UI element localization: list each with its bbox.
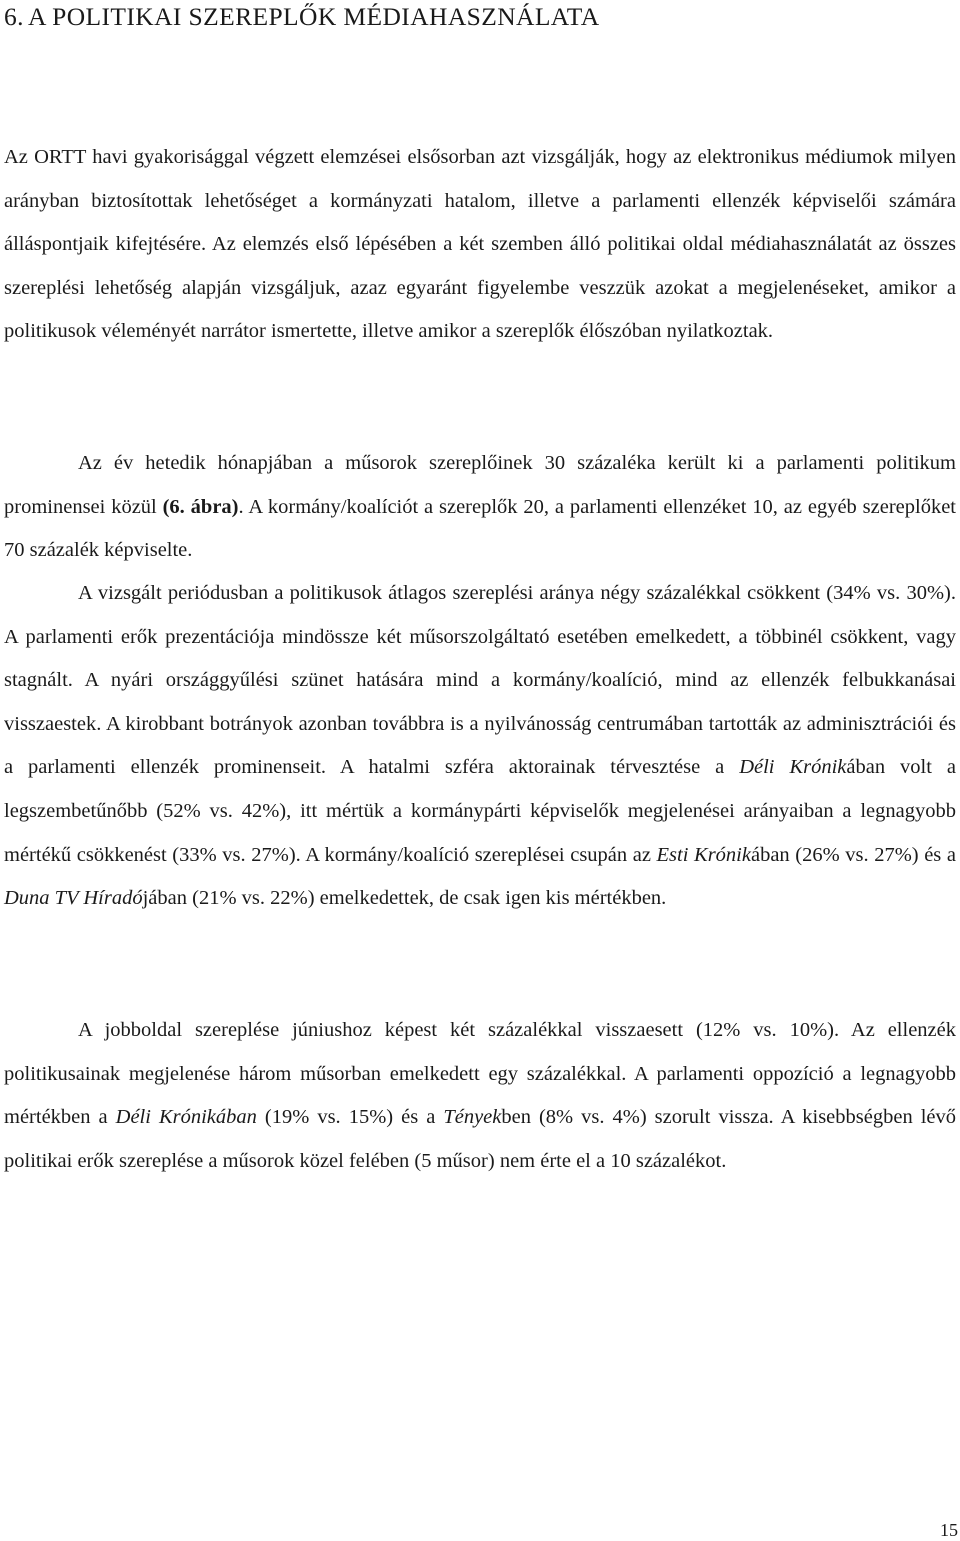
section-heading [4,2,600,32]
program-name: Tények [443,1106,502,1129]
text-run: . A kormány/koalíciót a szereplők 20, a parlamenti ellenzéket 10, az egyéb szereplőket 70 százalék képviselte. [4,495,956,562]
text-run: jában (21% vs. 22%) emelkedettek, de csak igen kis mértékben. [142,887,667,910]
section-title: A POLITIKAI SZEREPLŐK MÉDIAHASZNÁLATA [27,2,600,31]
text-run: ben (8% vs. 4%) szorult vissza. A kisebbségben lévő politikai erők szereplése a műsorok közel felében (5 műsor) nem érte el a 10 százalékot. [4,1106,957,1172]
paragraph-intro: Az ORTT havi gyakorisággal végzett elemzései elsősorban azt vizsgálják, hogy az elektronikus médiumok milyen arányban biztosítottak lehetőséget a kormányzati hatalom, illetve a parlamenti ellenzék képviselői számára álláspontjaik kifejtésére. Az elemzés első lépésében a két szemben álló politikai oldal médiahasználatát az összes szereplési lehetőség alapján vizsgáljuk, azaz egyaránt figyelembe veszzük azokat a megjelenéseket, amikor a politikusok véleményét narrátor ismertette, illetve amikor a szereplők élőszóban nyilatkoztak. [4,146,956,343]
paragraph-opposition [4,1009,956,1183]
program-name: Esti Krónik [656,843,751,866]
text-run: Az év hetedik hónapjában a műsorok szereplőinek 30 százaléka került ki a parlamenti politikum prominensei közül [4,452,956,518]
section-number: 6. [4,2,24,31]
program-name: Déli Krónikában [115,1106,257,1129]
text-run: A jobboldal szereplése júniushoz képest két százalékkal visszaesett (12% vs. 10%). Az ellenzék politikusainak megjelenése három műsorban emelkedett egy százalékkal. A parlamenti oppozíció a legnagyobb mértékben a [4,1019,956,1129]
paragraph-monthly-share [4,442,956,573]
figure-reference: (6. ábra) [162,495,239,518]
page-number: 15 [940,1520,958,1540]
paragraph-period-analysis [4,572,956,921]
program-name: Déli Krónik [739,756,847,779]
text-run: (19% vs. 15%) és a [256,1106,444,1129]
text-run: A vizsgált periódusban a politikusok átlagos szereplési aránya négy százalékkal csökkent (34% vs. 30%). A parlamenti erők prezentációja mindössze két műsorszolgáltató esetében emelkedett, a többinél csökkent, vagy stagnált. A nyári országgyűlési szünet hatására mind a kormány/koalíció, mind az ellenzék felbukkanásai visszaestek. A kirobbant botrányok azonban továbbra is a nyilvánosság centrumában tartották az adminisztrációi és a parlamenti ellenzék prominenseit. A hatalmi szféra aktorainak térvesztése a [4,582,956,779]
text-run: ában (26% vs. 27%) és a [750,843,956,866]
program-name: Duna TV Híradó [4,887,143,910]
text-run: ában volt a legszembetűnőbb (52% vs. 42%), itt mértük a kormánypárti képviselők megjelenései arányaiban a legnagyobb mértékű csökkenést (33% vs. 27%). A kormány/koalíció szereplései csupán az [4,756,956,866]
